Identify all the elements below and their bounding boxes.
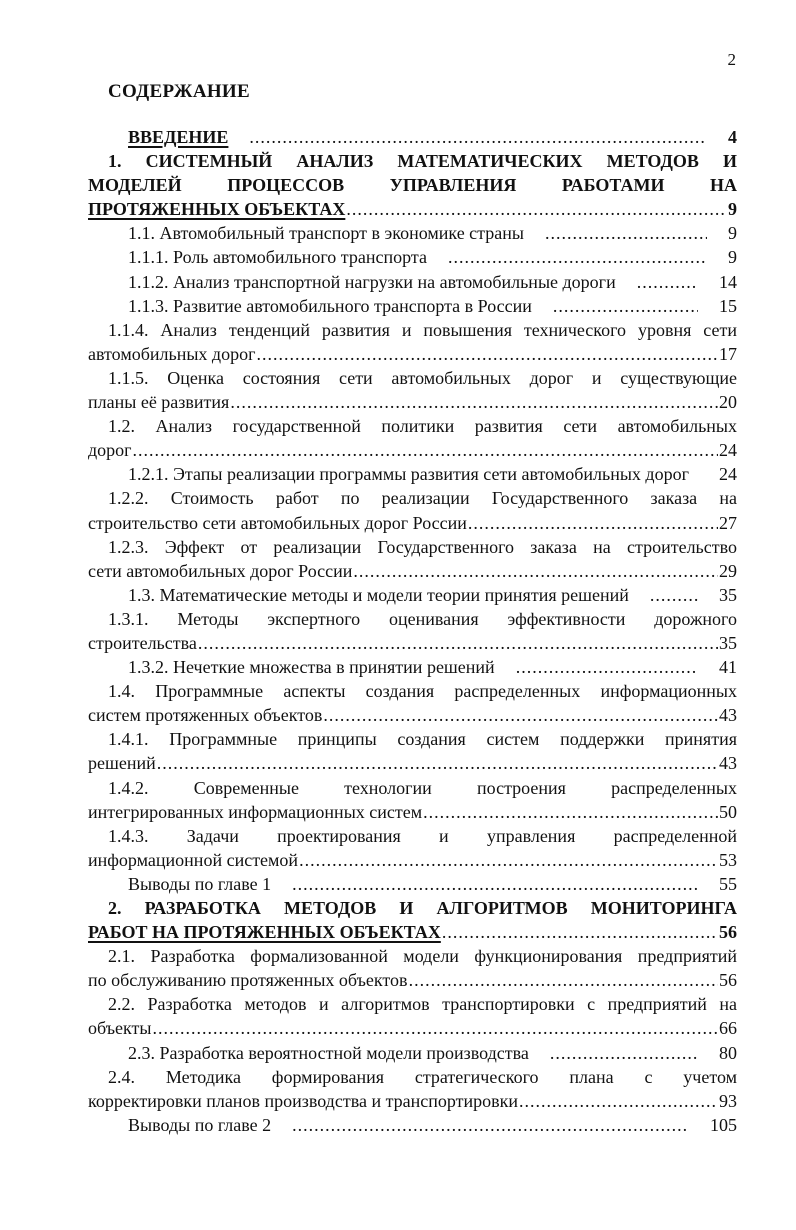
toc-entry-page: 9	[728, 199, 737, 220]
toc-entry-page: 41	[719, 657, 737, 678]
toc-entry-title: 1.1.2. Анализ транспортной нагрузки на автомобильные дороги	[128, 271, 616, 292]
toc-entry-page: 4	[728, 127, 737, 147]
toc-entry[interactable]	[88, 149, 737, 221]
toc-entry-page: 24	[719, 440, 737, 461]
dot-leader	[468, 511, 718, 535]
toc-entry-title: 1.1.3. Развитие автомобильного транспорта в России	[128, 295, 532, 316]
toc-entry-title: 2. РАЗРАБОТКА МЕТОДОВ И АЛГОРИТМОВ МОНИТОРИНГА	[108, 898, 737, 918]
toc-entry-title-continued: дорог	[88, 440, 132, 461]
toc-entry-title: 1.1.4. Анализ тенденций развития и повышения технического уровня сети	[108, 319, 737, 340]
toc-entry-title: 1.3.2. Нечеткие множества в принятии решений	[128, 657, 495, 678]
toc-entry-page: 14	[719, 271, 737, 292]
toc-entry[interactable]	[88, 1113, 737, 1137]
toc-entry[interactable]	[88, 125, 737, 149]
dot-leader	[346, 197, 727, 221]
toc-entry-title: 1. СИСТЕМНЫЙ АНАЛИЗ МАТЕМАТИЧЕСКИХ МЕТОДОВ И МОДЕЛЕЙ ПРОЦЕССОВ УПРАВЛЕНИЯ РАБОТАМИ НА	[88, 151, 737, 196]
dot-leader	[299, 848, 718, 872]
dot-leader	[630, 583, 698, 607]
toc-entry-title-continued: строительства	[88, 632, 197, 653]
toc-entry-page: 56	[719, 970, 737, 991]
toc-entry-page: 50	[719, 801, 737, 822]
dot-leader	[272, 872, 698, 896]
toc-entry-title: 2.2. Разработка методов и алгоритмов транспортировки с предприятий на	[108, 994, 737, 1015]
toc-entry-title: 2.1. Разработка формализованной модели функционирования предприятий	[108, 946, 737, 967]
toc-entry-title: 2.3. Разработка вероятностной модели производства	[128, 1042, 529, 1063]
toc-entry-title: 1.2.3. Эффект от реализации Государственного заказа на строительство	[108, 536, 737, 557]
toc-entry-title: 2.4. Методика формирования стратегического плана с учетом	[108, 1066, 737, 1087]
dot-leader	[530, 1041, 698, 1065]
toc-entry[interactable]	[88, 824, 737, 872]
toc-entry-page: 53	[719, 849, 737, 870]
toc-entry-page: 93	[719, 1090, 737, 1111]
toc-entry-page: 9	[728, 247, 737, 268]
dot-leader	[133, 438, 718, 462]
toc-entry-title: 1.4.1. Программные принципы создания систем поддержки принятия	[108, 729, 737, 750]
toc-entry[interactable]	[88, 245, 737, 269]
toc-entry-title-continued: информационной системой	[88, 849, 299, 870]
toc-entry-title-continued: по обслуживанию протяженных объектов	[88, 970, 408, 991]
toc-entry[interactable]	[88, 414, 737, 462]
toc-entry-title-continued: систем протяженных объектов	[88, 705, 323, 726]
toc-entry-page: 20	[719, 392, 737, 413]
toc-entry-title: 1.2.1. Этапы реализации программы развития сети автомобильных дорог	[128, 464, 689, 485]
toc-entry[interactable]	[88, 896, 737, 944]
toc-entry-title: 1.4.3. Задачи проектирования и управления распределенной	[108, 825, 737, 846]
toc-entry-title: 1.2.2. Стоимость работ по реализации Государственного заказа на	[108, 488, 737, 509]
toc-entry-title-continued: объекты	[88, 1018, 152, 1039]
toc-entry-title: 1.1. Автомобильный транспорт в экономике страны	[128, 223, 524, 244]
dot-leader	[198, 631, 718, 655]
toc-entry[interactable]	[88, 486, 737, 534]
toc-entry-page: 35	[719, 632, 737, 653]
toc-entry[interactable]	[88, 727, 737, 775]
toc-entry-page: 17	[719, 343, 737, 364]
dot-leader	[157, 751, 718, 775]
toc-entry-title: 1.3. Математические методы и модели теории принятия решений	[128, 584, 629, 605]
toc-entry-page: 105	[710, 1114, 737, 1135]
toc-entry[interactable]	[88, 607, 737, 655]
toc-entry[interactable]	[88, 583, 737, 607]
dot-leader	[230, 390, 718, 414]
dot-leader	[519, 1089, 718, 1113]
toc-entry-title: 1.4. Программные аспекты создания распределенных информационных	[108, 681, 737, 702]
dot-leader	[272, 1113, 689, 1137]
toc-entry-title-continued: ПРОТЯЖЕННЫХ ОБЪЕКТАХ	[88, 199, 346, 220]
toc-entry[interactable]	[88, 1041, 737, 1065]
toc-entry[interactable]	[88, 270, 737, 294]
toc-entry-page: 66	[719, 1018, 737, 1039]
toc-entry[interactable]	[88, 462, 737, 486]
toc-entry[interactable]	[88, 366, 737, 414]
toc-entry-title: 1.3.1. Методы экспертного оценивания эффективности дорожного	[108, 608, 737, 629]
toc-entry-title: ВВЕДЕНИЕ	[128, 127, 229, 147]
toc-title: СОДЕРЖАНИЕ	[108, 81, 250, 102]
toc-entry-title: 1.1.1. Роль автомобильного транспорта	[128, 247, 427, 268]
toc-entry[interactable]	[88, 944, 737, 992]
toc-entry[interactable]	[88, 655, 737, 679]
toc-entry-page: 80	[719, 1042, 737, 1063]
page-number: 2	[727, 50, 736, 69]
toc-entry[interactable]	[88, 535, 737, 583]
toc-entry-page: 24	[719, 464, 737, 485]
toc-entry-page: 55	[719, 873, 737, 894]
dot-leader	[533, 294, 698, 318]
toc-entry-title: 1.1.5. Оценка состояния сети автомобильных дорог и существующие	[108, 367, 737, 388]
toc-entry-title-continued: строительство сети автомобильных дорог России	[88, 512, 467, 533]
toc-entry-page: 9	[728, 223, 737, 244]
toc-entry-title: 1.2. Анализ государственной политики развития сети автомобильных	[108, 416, 737, 437]
dot-leader	[428, 245, 707, 269]
toc-entry-page: 29	[719, 560, 737, 581]
dot-leader	[690, 462, 698, 486]
toc-entry-page: 35	[719, 584, 737, 605]
dot-leader	[256, 342, 718, 366]
dot-leader	[409, 968, 718, 992]
dot-leader	[496, 655, 698, 679]
toc-entry-title: Выводы по главе 2	[128, 1114, 272, 1135]
dot-leader	[152, 1016, 718, 1040]
toc-entry-title-continued: корректировки планов производства и транспортировки	[88, 1090, 519, 1111]
toc-entry[interactable]	[88, 992, 737, 1040]
toc-entry[interactable]	[88, 294, 737, 318]
dot-leader	[323, 703, 718, 727]
toc-entry-title-continued: автомобильных дорог	[88, 343, 256, 364]
toc-entry-title: 1.4.2. Современные технологии построения распределенных	[108, 777, 737, 798]
toc-entry-title: Выводы по главе 1	[128, 873, 272, 894]
toc-entry[interactable]	[88, 872, 737, 896]
dot-leader	[353, 559, 718, 583]
table-of-contents	[88, 125, 737, 1137]
dot-leader	[442, 920, 718, 944]
toc-entry[interactable]	[88, 221, 737, 245]
toc-entry-page: 27	[719, 512, 737, 533]
toc-entry[interactable]	[88, 679, 737, 727]
toc-entry-page: 43	[719, 705, 737, 726]
toc-entry-page: 56	[719, 922, 737, 943]
dot-leader	[423, 800, 718, 824]
toc-entry-title-continued: планы её развития	[88, 392, 230, 413]
toc-entry-page: 43	[719, 753, 737, 774]
toc-entry-title-continued: интегрированных информационных систем	[88, 801, 423, 822]
toc-entry-title-continued: сети автомобильных дорог России	[88, 560, 353, 581]
dot-leader	[229, 125, 707, 149]
toc-entry-title-continued: решений	[88, 753, 156, 774]
toc-entry-title-continued: РАБОТ НА ПРОТЯЖЕННЫХ ОБЪЕКТАХ	[88, 922, 441, 943]
toc-entry[interactable]	[88, 318, 737, 366]
toc-entry[interactable]	[88, 776, 737, 824]
dot-leader	[525, 221, 707, 245]
toc-entry[interactable]	[88, 1065, 737, 1113]
toc-entry-page: 15	[719, 295, 737, 316]
dot-leader	[617, 270, 698, 294]
